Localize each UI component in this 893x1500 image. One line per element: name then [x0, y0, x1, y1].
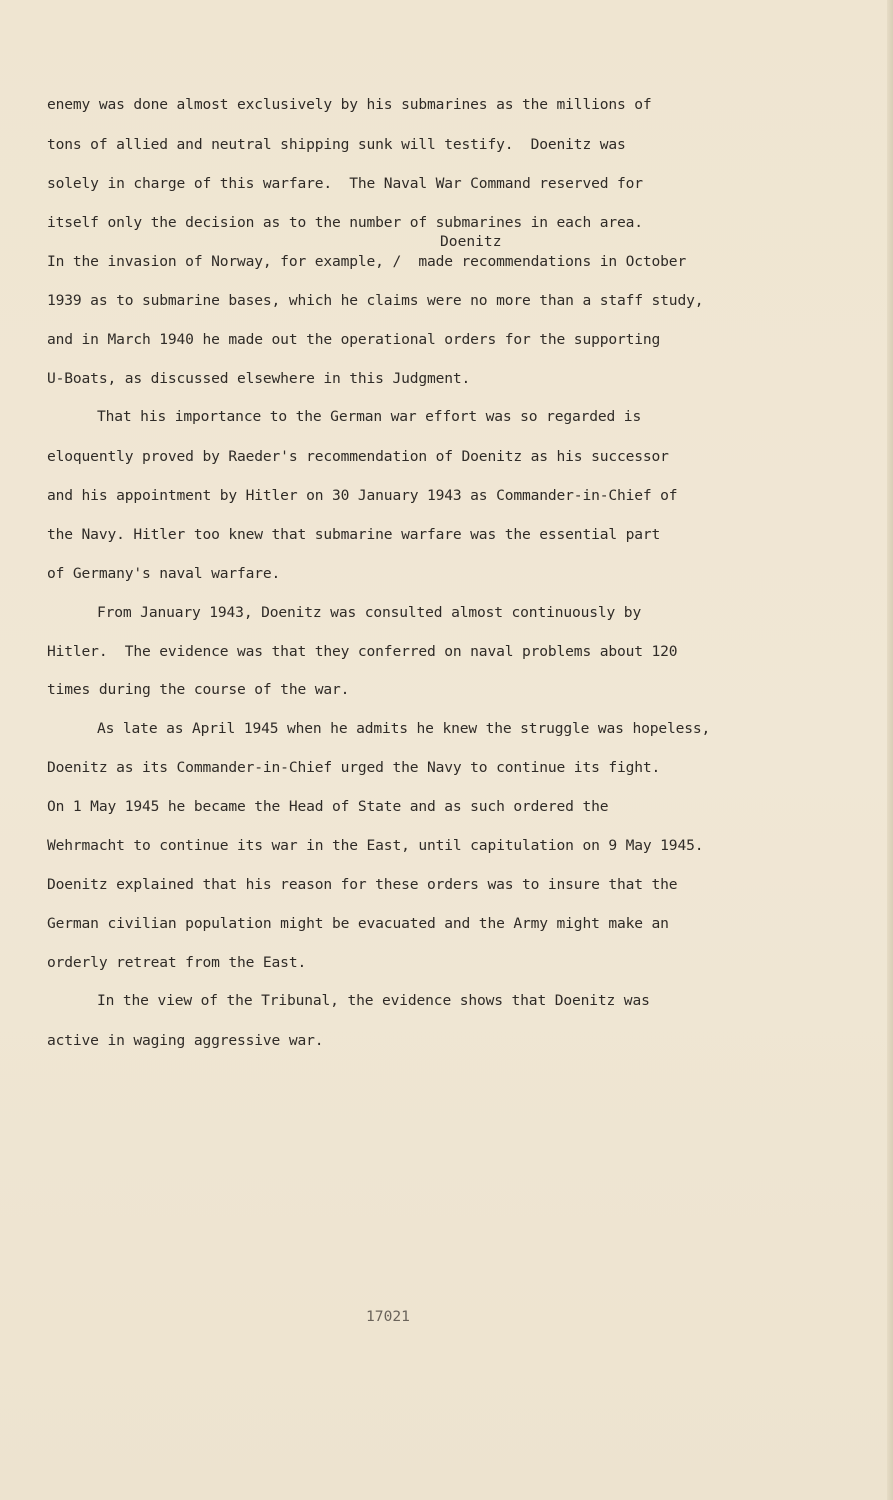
text-line-18: Doenitz as its Commander-in-Chief urged the Navy to continue its fight.: [47, 759, 661, 776]
text-line-19: On 1 May 1945 he became the Head of State and as such ordered the: [47, 798, 609, 815]
text-line-24: In the view of the Tribunal, the evidence shows that Doenitz was: [97, 992, 650, 1009]
text-line-23: orderly retreat from the East.: [47, 954, 307, 971]
text-line-5: In the invasion of Norway, for example, / made recommendations in October: [47, 253, 687, 270]
text-line-3: solely in charge of this warfare. The Naval War Command reserved for: [47, 175, 643, 192]
handwritten-insertion: Doenitz: [440, 233, 502, 250]
text-line-6: 1939 as to submarine bases, which he claims were no more than a staff study,: [47, 292, 704, 309]
text-line-21: Doenitz explained that his reason for these orders was to insure that the: [47, 876, 678, 893]
text-line-7: and in March 1940 he made out the operational orders for the supporting: [47, 331, 661, 348]
text-line-16: times during the course of the war.: [47, 681, 350, 698]
text-line-2: tons of allied and neutral shipping sunk will testify. Doenitz was: [47, 136, 626, 153]
text-line-11: and his appointment by Hitler on 30 January 1943 as Commander-in-Chief of: [47, 487, 678, 504]
text-line-8: U-Boats, as discussed elsewhere in this Judgment.: [47, 370, 471, 387]
text-line-14: From January 1943, Doenitz was consulted almost continuously by: [97, 604, 642, 621]
page-edge: [887, 0, 893, 1500]
text-line-10: eloquently proved by Raeder's recommendation of Doenitz as his successor: [47, 448, 669, 465]
text-line-25: active in waging aggressive war.: [47, 1032, 324, 1049]
text-line-4: itself only the decision as to the number of submarines in each area.: [47, 214, 643, 231]
text-line-17: As late as April 1945 when he admits he knew the struggle was hopeless,: [97, 720, 711, 737]
page-number: 17021: [366, 1308, 410, 1325]
text-line-9: That his importance to the German war effort was so regarded is: [97, 408, 642, 425]
text-line-12: the Navy. Hitler too knew that submarine warfare was the essential part: [47, 526, 661, 543]
text-line-1: enemy was done almost exclusively by his submarines as the millions of: [47, 96, 652, 113]
text-line-13: of Germany's naval warfare.: [47, 565, 281, 582]
text-line-22: German civilian population might be evacuated and the Army might make an: [47, 915, 669, 932]
text-line-20: Wehrmacht to continue its war in the East, until capitulation on 9 May 1945.: [47, 837, 704, 854]
text-line-15: Hitler. The evidence was that they conferred on naval problems about 120: [47, 643, 678, 660]
